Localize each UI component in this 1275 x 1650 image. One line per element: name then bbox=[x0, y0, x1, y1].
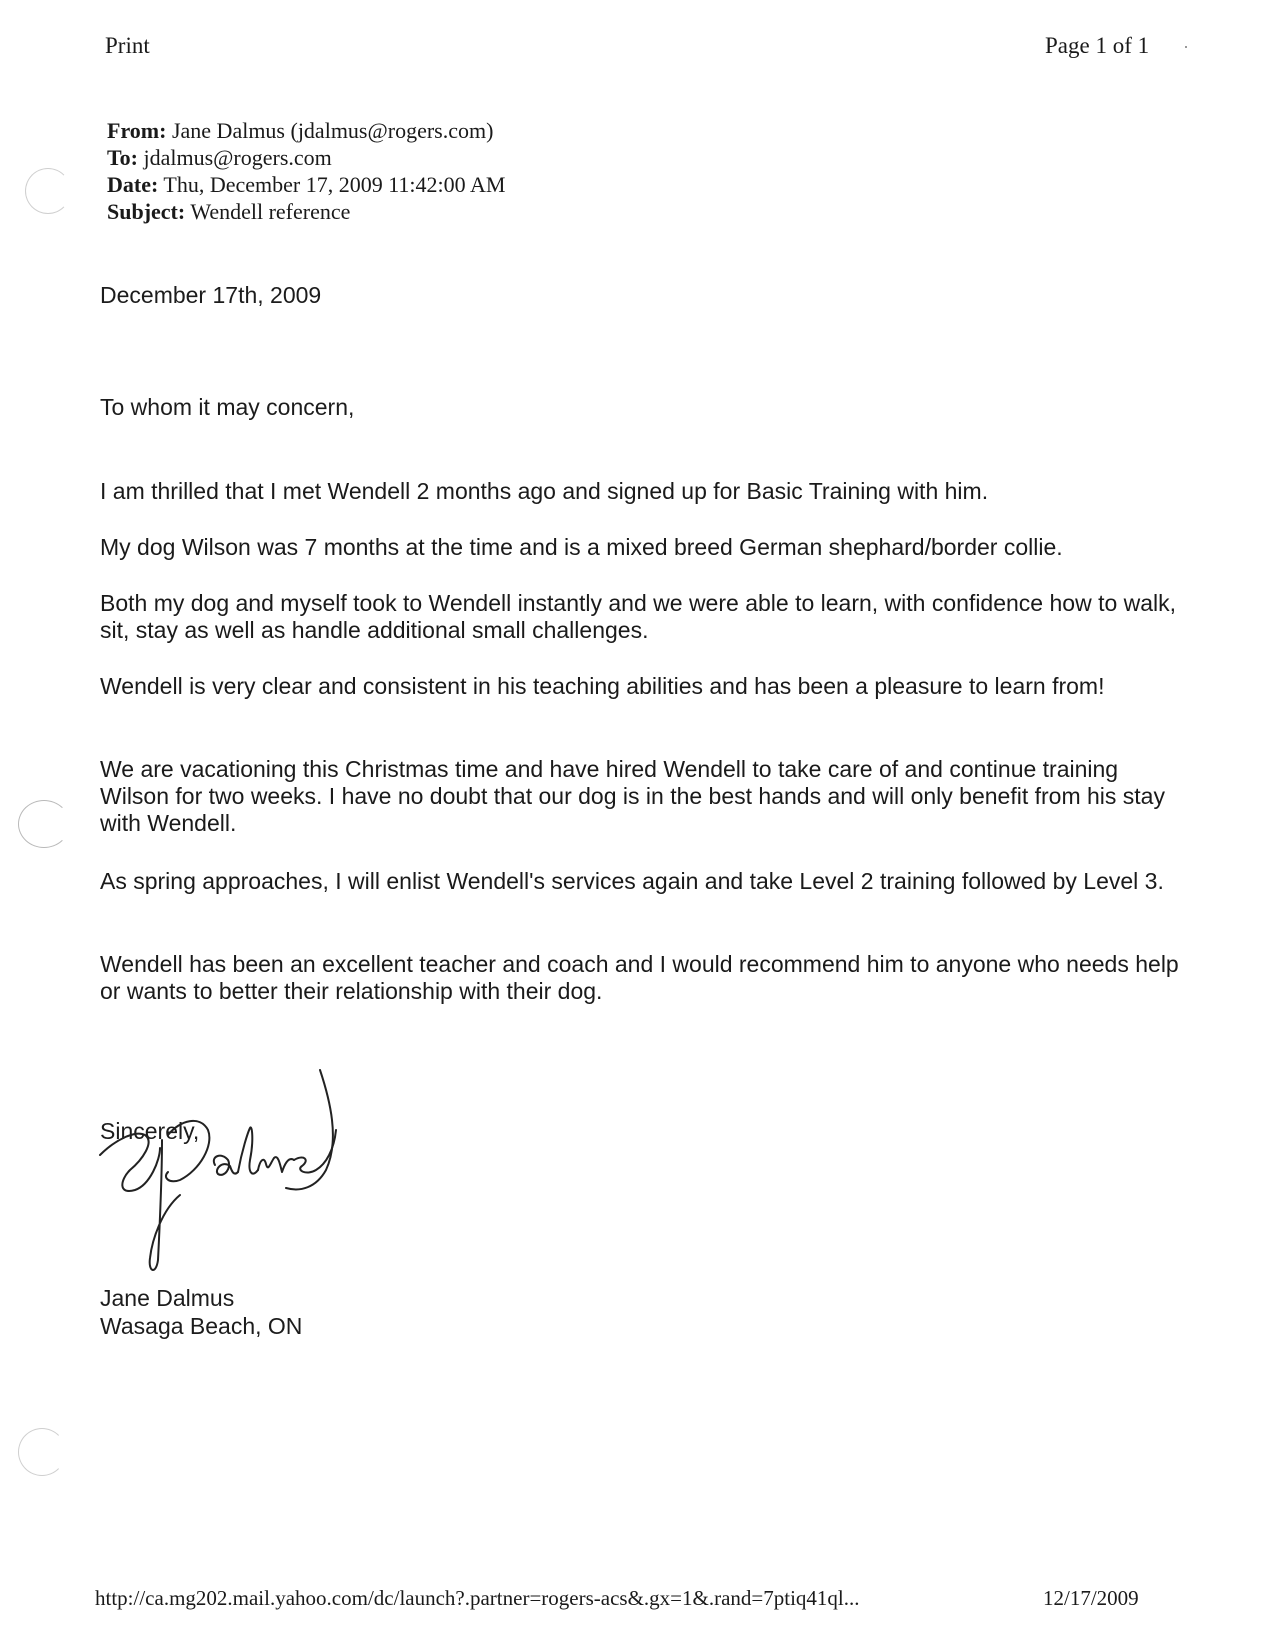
subject-label: Subject: bbox=[107, 199, 186, 224]
hole-punch-mark bbox=[18, 1428, 66, 1476]
letter-paragraph: Wendell is very clear and consistent in his teaching abilities and has been a pleasure to learn from! bbox=[100, 673, 1105, 699]
email-date-row bbox=[107, 171, 505, 198]
email-subject-row bbox=[107, 198, 505, 225]
letter-paragraph: As spring approaches, I will enlist Wendell's services again and take Level 2 training followed by Level 3. bbox=[100, 868, 1164, 894]
date-value: Thu, December 17, 2009 11:42:00 AM bbox=[163, 172, 506, 197]
signer-name: Jane Dalmus bbox=[100, 1285, 235, 1311]
to-label: To: bbox=[107, 145, 138, 170]
from-value: Jane Dalmus (jdalmus@rogers.com) bbox=[171, 118, 494, 143]
email-from-row bbox=[107, 117, 505, 144]
scan-speck bbox=[1185, 46, 1187, 48]
date-label: Date: bbox=[107, 172, 159, 197]
letter-paragraph: We are vacationing this Christmas time and have hired Wendell to take care of and continue training Wilson for two weeks. I have no doubt that our dog is in the best hands and will only benefit from his stay with Wendell. bbox=[100, 756, 1165, 836]
letter-paragraph: I am thrilled that I met Wendell 2 months ago and signed up for Basic Training with him. bbox=[100, 478, 989, 504]
from-label: From: bbox=[107, 118, 167, 143]
to-value: jdalmus@rogers.com bbox=[143, 145, 332, 170]
signature-icon bbox=[90, 1060, 360, 1290]
letter-date: December 17th, 2009 bbox=[100, 282, 322, 308]
footer-url: http://ca.mg202.mail.yahoo.com/dc/launch?.partner=rogers-acs&.gx=1&.rand=7ptiq41ql... bbox=[95, 1586, 860, 1610]
email-to-row bbox=[107, 144, 505, 171]
letter-paragraph: Wendell has been an excellent teacher and coach and I would recommend him to anyone who needs help or wants to better their relationship with their dog. bbox=[100, 951, 1179, 1004]
page-indicator: Page 1 of 1 bbox=[1045, 33, 1150, 58]
letter-paragraph: My dog Wilson was 7 months at the time and is a mixed breed German shephard/border collie. bbox=[100, 534, 1063, 560]
print-label: Print bbox=[105, 33, 150, 58]
letter-closing: Sincerely, bbox=[100, 1118, 200, 1144]
subject-value: Wendell reference bbox=[190, 199, 351, 224]
signer-location: Wasaga Beach, ON bbox=[100, 1313, 303, 1339]
email-header bbox=[107, 117, 505, 225]
letter-salutation: To whom it may concern, bbox=[100, 394, 355, 420]
hole-punch-mark bbox=[25, 168, 71, 214]
hole-punch-mark bbox=[18, 800, 70, 848]
letter-paragraph: Both my dog and myself took to Wendell instantly and we were able to learn, with confidence how to walk, sit, stay as well as handle additional small challenges. bbox=[100, 590, 1177, 643]
footer-print-date: 12/17/2009 bbox=[1043, 1586, 1139, 1610]
